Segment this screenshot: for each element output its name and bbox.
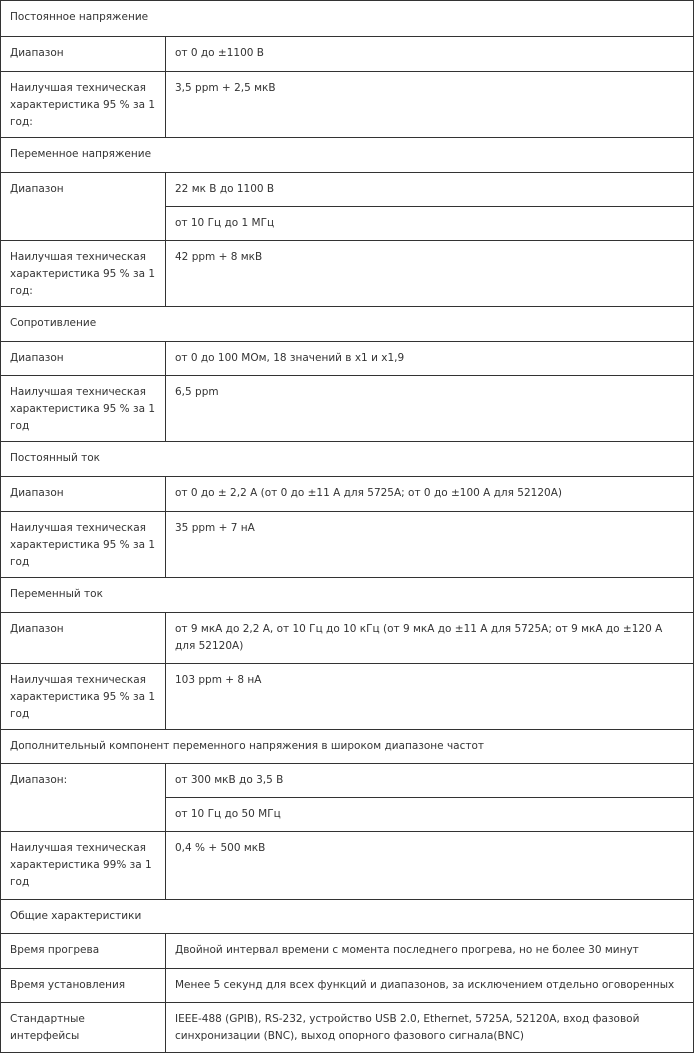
section-header-row: [1, 730, 694, 764]
spec-row: [1, 1003, 694, 1053]
spec-row: [1, 764, 694, 798]
spec-row: [1, 173, 694, 207]
spec-row: [1, 934, 694, 969]
section-title: Постоянное напряжение: [1, 1, 694, 37]
spec-row: [1, 477, 694, 512]
spec-value: Двойной интервал времени с момента последнего прогрева, но не более 30 минут: [166, 934, 694, 969]
section-title: Переменный ток: [1, 578, 694, 613]
spec-value: от 9 мкА до 2,2 А, от 10 Гц до 10 кГц (от 9 мкА до ±11 А для 5725A; от 9 мкА до ±120 А для 52120A): [166, 613, 694, 664]
spec-value: 0,4 % + 500 мкВ: [166, 832, 694, 900]
section-header-row: [1, 578, 694, 613]
spec-value: 3,5 ppm + 2,5 мкВ: [166, 72, 694, 138]
spec-row: [1, 664, 694, 730]
section-title: Постоянный ток: [1, 442, 694, 477]
spec-row: [1, 512, 694, 578]
spec-value: от 10 Гц до 50 МГц: [166, 798, 694, 832]
spec-value: 35 ppm + 7 нА: [166, 512, 694, 578]
section-title: Сопротивление: [1, 307, 694, 342]
spec-value: от 0 до ± 2,2 А (от 0 до ±11 А для 5725A; от 0 до ±100 А для 52120A): [166, 477, 694, 512]
spec-value: 22 мк В до 1100 В: [166, 173, 694, 207]
spec-value: 103 ppm + 8 нА: [166, 664, 694, 730]
section-header-row: [1, 307, 694, 342]
section-header-row: [1, 442, 694, 477]
spec-value: 6,5 ppm: [166, 376, 694, 442]
spec-label: Наилучшая техническая характеристика 99% за 1 год: [1, 832, 166, 900]
spec-label: Диапазон: [1, 477, 166, 512]
spec-value: от 300 мкВ до 3,5 В: [166, 764, 694, 798]
spec-value: от 10 Гц до 1 МГц: [166, 207, 694, 241]
section-header-row: [1, 1, 694, 37]
spec-value: IEEE-488 (GPIB), RS-232, устройство USB 2.0, Ethernet, 5725A, 52120A, вход фазовой синхронизации (BNC), выход опорного фазового сигнала(BNC): [166, 1003, 694, 1053]
spec-label: Диапазон: [1, 173, 166, 241]
spec-label: Время установления: [1, 969, 166, 1003]
spec-row: [1, 241, 694, 307]
spec-row: [1, 37, 694, 72]
spec-label: Диапазон: [1, 342, 166, 376]
spec-label: Время прогрева: [1, 934, 166, 969]
spec-label: Наилучшая техническая характеристика 95 % за 1 год: [1, 512, 166, 578]
spec-label: Стандартные интерфейсы: [1, 1003, 166, 1053]
spec-label: Диапазон:: [1, 764, 166, 832]
spec-label: Наилучшая техническая характеристика 95 % за 1 год:: [1, 241, 166, 307]
spec-label: Наилучшая техническая характеристика 95 % за 1 год:: [1, 72, 166, 138]
spec-value: Менее 5 секунд для всех функций и диапазонов, за исключением отдельно оговоренных: [166, 969, 694, 1003]
spec-value: от 0 до 100 МОм, 18 значений в x1 и x1,9: [166, 342, 694, 376]
section-title: Общие характеристики: [1, 900, 694, 934]
spec-row: [1, 969, 694, 1003]
spec-row: [1, 613, 694, 664]
section-title: Переменное напряжение: [1, 138, 694, 173]
spec-row: [1, 342, 694, 376]
spec-row: [1, 376, 694, 442]
spec-label: Диапазон: [1, 37, 166, 72]
spec-label: Наилучшая техническая характеристика 95 % за 1 год: [1, 664, 166, 730]
spec-row: [1, 832, 694, 900]
spec-value: от 0 до ±1100 В: [166, 37, 694, 72]
spec-row: [1, 72, 694, 138]
spec-value: 42 ppm + 8 мкВ: [166, 241, 694, 307]
section-header-row: [1, 900, 694, 934]
section-title: Дополнительный компонент переменного напряжения в широком диапазоне частот: [1, 730, 694, 764]
spec-label: Наилучшая техническая характеристика 95 % за 1 год: [1, 376, 166, 442]
section-header-row: [1, 138, 694, 173]
specifications-body: [1, 1, 694, 1053]
spec-label: Диапазон: [1, 613, 166, 664]
